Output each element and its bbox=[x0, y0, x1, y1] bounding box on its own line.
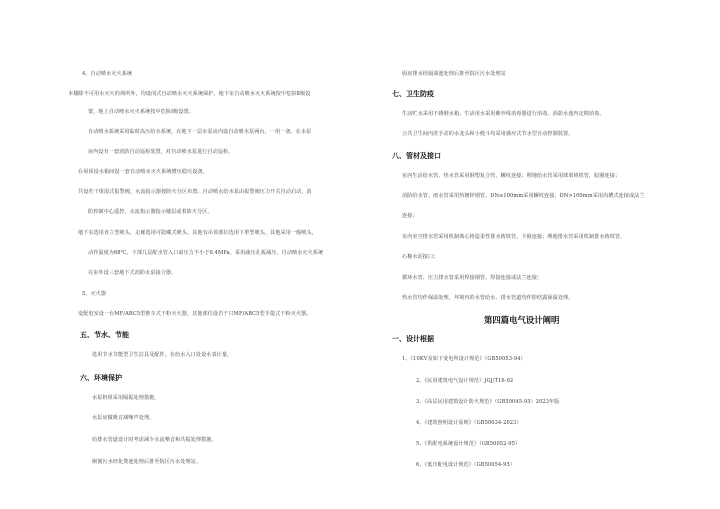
paragraph-line: 室内生活给水管、热水管采用钢塑复合管，螺纹连接；埋地给水管采用球墨铸铁管，胶圈连接； bbox=[402, 173, 621, 179]
paragraph-line: 变配电室设一台MF/ABC5型推车式干粉灭火器，其他部位设若干只MF/ABC5型手提式干粉灭火器。 bbox=[78, 311, 312, 317]
paragraph-line: 水泵机组采用隔振处理措施。 bbox=[92, 395, 160, 401]
paragraph-line: 在屋顶设水箱间设一套自动喷水灭火系统增压稳压设备。 bbox=[78, 169, 208, 175]
section-heading-pipes: 八、管材及接口 bbox=[392, 152, 441, 160]
paragraph-line: 室内室空排水管采用机制离心铸造柔性排水铸铁管，卡箍连接；埋地排水管采用机制排水铸铁管， bbox=[402, 234, 626, 240]
paragraph-line: 共设若干组湿式报警阀，水流指示器按防火分区布置。自动喷水给水泵由报警阀压力开关自动启动，消 bbox=[78, 189, 312, 195]
paragraph-line: 公共卫生间内洗手盆的水龙头和小便斗均采用感应式节水型自动控制装置。 bbox=[402, 131, 574, 137]
subsection-heading: 5、灭火器 bbox=[82, 291, 107, 297]
paragraph-line: 连接； bbox=[402, 213, 418, 219]
section-heading-water-energy: 五、节水、节能 bbox=[80, 331, 129, 339]
paragraph-line: 动作温度为68℃。下部几层配水管入口前压力不小于0.4MPa，采用减压孔板减压。自动喷水灭火系统 bbox=[88, 250, 324, 256]
paragraph-line: 循环水管、压力排水管采用焊接钢管，焊接连接或法兰连接； bbox=[402, 275, 543, 281]
paragraph-line: 在室外设三套地下式消防水泵接合器。 bbox=[88, 270, 177, 276]
reference-item: 1、《10KV及如下变电所设计规范》（GB50053-94） bbox=[402, 356, 526, 362]
paragraph-line: 自动喷水系统采用临时高压给水系统。在地下一层水泵房内设自动喷水泵两台，一用一备。在水泵 bbox=[88, 129, 312, 135]
paragraph-line: 给排水管道设计时考虑减少水流噪音和共振处理措施。 bbox=[92, 437, 217, 443]
paragraph-line: 本楼除不可用水灭火的场所外，均设闭式自动喷水灭火系统保护，地下室自动喷水灭火系统按中危险Ⅱ级设 bbox=[68, 91, 311, 97]
paragraph-line: 水泵房做吸音减噪声处理。 bbox=[92, 415, 155, 421]
paragraph-line: 地下室选用直立型喷头，走廊选用可隐藏式喷头，其他有吊顶部位选用下垂型喷头。其他采用一般喷头， bbox=[78, 230, 317, 236]
reference-item: 5、《供配电系统设计规范》（GB50052-95） bbox=[416, 441, 521, 447]
reference-item: 3、《高层民用建筑设计防火规范》（GB50045-95）2023年版 bbox=[416, 399, 560, 405]
paragraph-line: 厨房排水经隔油池处理后排至院区污水处理站 bbox=[402, 71, 506, 77]
paragraph-line: 生活贮水采用不锈钢水箱。生活用水采用紫外线消毒器进行消毒。消防水池内定期消毒。 bbox=[402, 111, 605, 117]
subsection-heading: 4、自动喷水灭火系统 bbox=[82, 71, 133, 77]
paragraph-line: 厕便污水经化粪池处理后排至院区污水处理站。 bbox=[92, 459, 202, 465]
section-heading-design-basis: 一、设计根据 bbox=[392, 335, 434, 343]
paragraph-line: 石棉水泥接口； bbox=[402, 254, 439, 260]
reference-item: 4、《建筑照明设计原则》（GB50034-2023） bbox=[416, 420, 522, 426]
paragraph-line: 房内设有一套消防自动巡检装置，对自动喷水泵进行自动巡检。 bbox=[88, 149, 234, 155]
chapter-title: 第四篇电气设计阐明 bbox=[484, 315, 560, 325]
section-heading-environment: 六、环境保护 bbox=[80, 374, 122, 382]
reference-item: 6、《低压配电设计规范》（GB50054-95） bbox=[416, 462, 515, 468]
section-heading-hygiene: 七、卫生防疫 bbox=[392, 90, 434, 98]
paragraph-line: 消防给水管、雨水管采用热镀锌钢管，DN≤100mm采用螺纹连接，DN>100mm采用沟槽式连接或法兰 bbox=[402, 193, 645, 199]
paragraph-line: 防控制中心遥控，水流指示器指示楼层或着防火分区。 bbox=[88, 209, 213, 215]
reference-item: 2、《民用建筑电气设计规范》JGJ/T16-92 bbox=[416, 378, 514, 384]
paragraph-line: 选用节水节能型卫生洁具及配件。在给水入口处设水表计量。 bbox=[92, 352, 233, 358]
paragraph-line: 置，地上自动喷水灭火系统按中危险Ⅰ级设置。 bbox=[88, 109, 194, 115]
paragraph-line: 热水管均作保温处理，坏境内的水管给水、排水管道均作防结露保温处理。 bbox=[402, 295, 574, 301]
